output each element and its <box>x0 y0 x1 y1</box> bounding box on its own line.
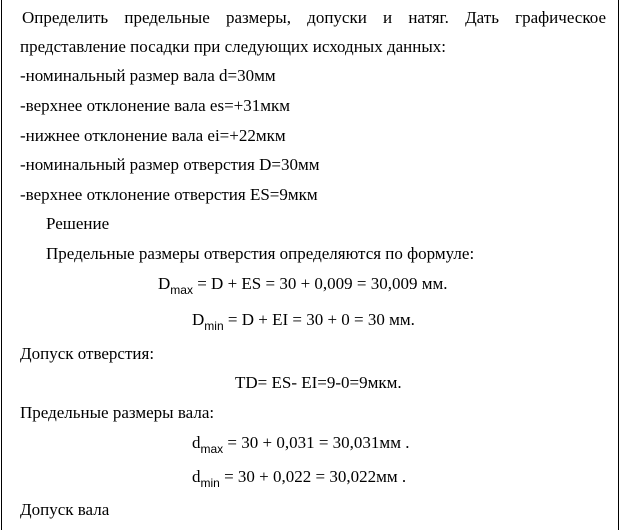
hole-dmax-formula <box>158 273 448 296</box>
formula-symbol: D <box>192 310 205 329</box>
formula-symbol: d <box>192 433 201 452</box>
intro-line-1: Определить предельные размеры, допуски и натяг. Дать графическое <box>22 8 606 27</box>
given-nominal-hole: -номинальный размер отверстия D=30мм <box>20 155 320 174</box>
shaft-dmin-formula <box>192 466 406 489</box>
hole-tolerance-formula: TD= ES- EI=9-0=9мкм. <box>235 373 402 392</box>
given-nominal-shaft: -номинальный размер вала d=30мм <box>20 66 276 85</box>
solution-heading: Решение <box>46 214 110 233</box>
hole-dmin-formula <box>192 309 415 332</box>
intro-line-2: представление посадки при следующих исходных данных: <box>20 37 447 56</box>
hole-tolerance-label: Допуск отверстия: <box>20 344 155 363</box>
formula-subscript: max <box>200 442 224 456</box>
left-border-line <box>1 0 2 530</box>
given-shaft-upper-deviation: -верхнее отклонение вала es=+31мкм <box>20 96 291 115</box>
right-border-line <box>618 0 619 530</box>
shaft-dmax-formula <box>192 432 409 455</box>
formula-expression: = 30 + 0,031 = 30,031мм . <box>223 433 410 452</box>
given-shaft-lower-deviation: -нижнее отклонение вала ei=+22мкм <box>20 126 286 145</box>
formula-expression: = 30 + 0,022 = 30,022мм . <box>219 467 407 486</box>
formula-expression: = D + EI = 30 + 0 = 30 мм. <box>223 310 415 329</box>
formula-subscript: max <box>170 283 193 297</box>
hole-limits-intro: Предельные размеры отверстия определяются по формуле: <box>46 244 475 263</box>
formula-symbol: d <box>192 467 201 486</box>
shaft-tolerance-label: Допуск вала <box>20 500 110 519</box>
given-hole-upper-deviation: -верхнее отклонение отверстия ES=9мкм <box>20 185 318 204</box>
formula-subscript: min <box>204 319 224 333</box>
shaft-limits-label: Предельные размеры вала: <box>20 403 215 422</box>
formula-subscript: min <box>200 476 220 490</box>
formula-expression: = D + ES = 30 + 0,009 = 30,009 мм. <box>192 274 448 293</box>
formula-symbol: D <box>158 274 171 293</box>
